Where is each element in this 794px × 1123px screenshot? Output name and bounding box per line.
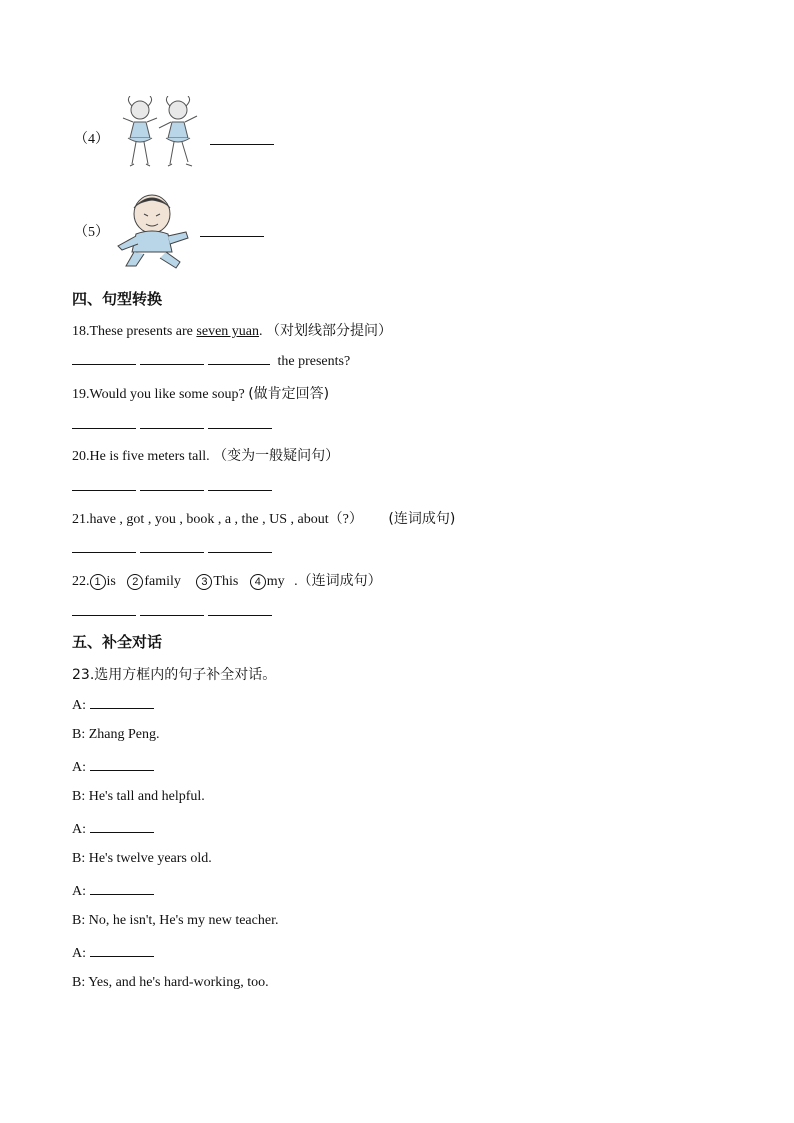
answer-blank[interactable] xyxy=(140,478,204,491)
q18-prefix: 18.These presents are xyxy=(72,324,197,339)
dancing-girls-illustration xyxy=(118,96,208,176)
answer-blank[interactable] xyxy=(72,540,136,553)
q18-answer-row xyxy=(72,352,350,370)
q22-word: my xyxy=(266,574,285,589)
q18-underlined: seven yuan xyxy=(196,324,259,339)
dialog-line xyxy=(72,882,154,900)
dialog-speaker: B: xyxy=(72,975,86,990)
dialog-line xyxy=(72,727,160,743)
dialog-line xyxy=(72,975,269,991)
q22-word-number: 3 xyxy=(196,574,212,590)
answer-blank[interactable] xyxy=(140,540,204,553)
q22-word: is xyxy=(106,574,116,589)
q22-word: family xyxy=(144,574,181,589)
q22-word-number: 1 xyxy=(90,574,106,590)
item-5-answer-blank[interactable] xyxy=(200,224,264,242)
dialog-speaker: A: xyxy=(72,946,86,961)
answer-blank[interactable] xyxy=(208,352,270,365)
answer-blank[interactable] xyxy=(72,416,136,429)
dialog-text: He's twelve years old. xyxy=(88,851,212,866)
q21-text: 21.have , got , you , book , a , the , US , about（?） xyxy=(72,512,363,527)
answer-blank[interactable] xyxy=(140,603,204,616)
answer-blank[interactable] xyxy=(72,478,136,491)
dialog-blank[interactable] xyxy=(90,696,154,709)
q21-answer-row xyxy=(72,540,276,558)
answer-blank[interactable] xyxy=(208,416,272,429)
q20-text: 20.He is five meters tall. xyxy=(72,449,214,464)
question-20 xyxy=(72,445,339,465)
q18-answer-tail: the presents? xyxy=(277,354,351,369)
answer-blank[interactable] xyxy=(208,603,272,616)
dialog-line xyxy=(72,820,154,838)
q22-word-number: 4 xyxy=(250,574,266,590)
answer-blank[interactable] xyxy=(208,540,272,553)
question-19 xyxy=(72,383,329,403)
question-21 xyxy=(72,508,455,528)
question-18 xyxy=(72,320,392,340)
dialog-speaker: A: xyxy=(72,698,86,713)
q22-word-number: 2 xyxy=(127,574,143,590)
answer-blank[interactable] xyxy=(208,478,272,491)
q22-answer-row xyxy=(72,603,276,621)
q19-note: (做肯定回答) xyxy=(248,386,330,402)
q22-word: This xyxy=(213,574,239,589)
answer-blank[interactable] xyxy=(140,352,204,365)
dialog-text: No, he isn't, He's my new teacher. xyxy=(88,913,279,928)
question-22 xyxy=(72,570,382,590)
dialog-line xyxy=(72,851,212,867)
q18-suffix: . xyxy=(259,324,266,339)
dialog-speaker: A: xyxy=(72,884,86,899)
q19-answer-row xyxy=(72,416,276,434)
dialog-blank[interactable] xyxy=(90,758,154,771)
dialog-speaker: B: xyxy=(72,789,86,804)
dialog-text: He's tall and helpful. xyxy=(88,789,205,804)
answer-blank[interactable] xyxy=(72,352,136,365)
section-5-heading: 五、补全对话 xyxy=(72,633,163,651)
q19-text: 19.Would you like some soup? xyxy=(72,387,249,402)
item-4-number: （4） xyxy=(74,132,109,147)
q21-note: (连词成句) xyxy=(388,511,456,527)
q20-note: （变为一般疑问句） xyxy=(213,448,340,464)
dialog-line xyxy=(72,758,154,776)
dialog-line xyxy=(72,913,278,929)
dialog-blank[interactable] xyxy=(90,944,154,957)
answer-blank[interactable] xyxy=(72,603,136,616)
dialog-text: Zhang Peng. xyxy=(88,727,160,742)
dialog-speaker: A: xyxy=(72,822,86,837)
item-4-answer-blank[interactable] xyxy=(210,132,274,150)
dialog-blank[interactable] xyxy=(90,882,154,895)
dialog-line xyxy=(72,944,154,962)
q18-note: （对划线部分提问） xyxy=(266,323,392,339)
item-5-number: （5） xyxy=(74,225,109,240)
q22-prefix: 22. xyxy=(72,574,90,589)
dialog-speaker: B: xyxy=(72,851,86,866)
dialog-speaker: B: xyxy=(72,727,86,742)
q22-note: （连词成句） xyxy=(297,573,382,589)
q22-dot: . xyxy=(294,574,298,589)
dialog-speaker: A: xyxy=(72,760,86,775)
dialog-blank[interactable] xyxy=(90,820,154,833)
kungfu-boy-illustration xyxy=(114,192,196,270)
dialog-line xyxy=(72,789,205,805)
section-4-heading: 四、句型转换 xyxy=(72,290,163,308)
dialog-text: Yes, and he's hard-working, too. xyxy=(88,975,269,990)
answer-blank[interactable] xyxy=(140,416,204,429)
dialog-speaker: B: xyxy=(72,913,86,928)
q20-answer-row xyxy=(72,478,276,496)
dialog-line xyxy=(72,696,154,714)
question-23: 23.选用方框内的句子补全对话。 xyxy=(72,667,277,683)
